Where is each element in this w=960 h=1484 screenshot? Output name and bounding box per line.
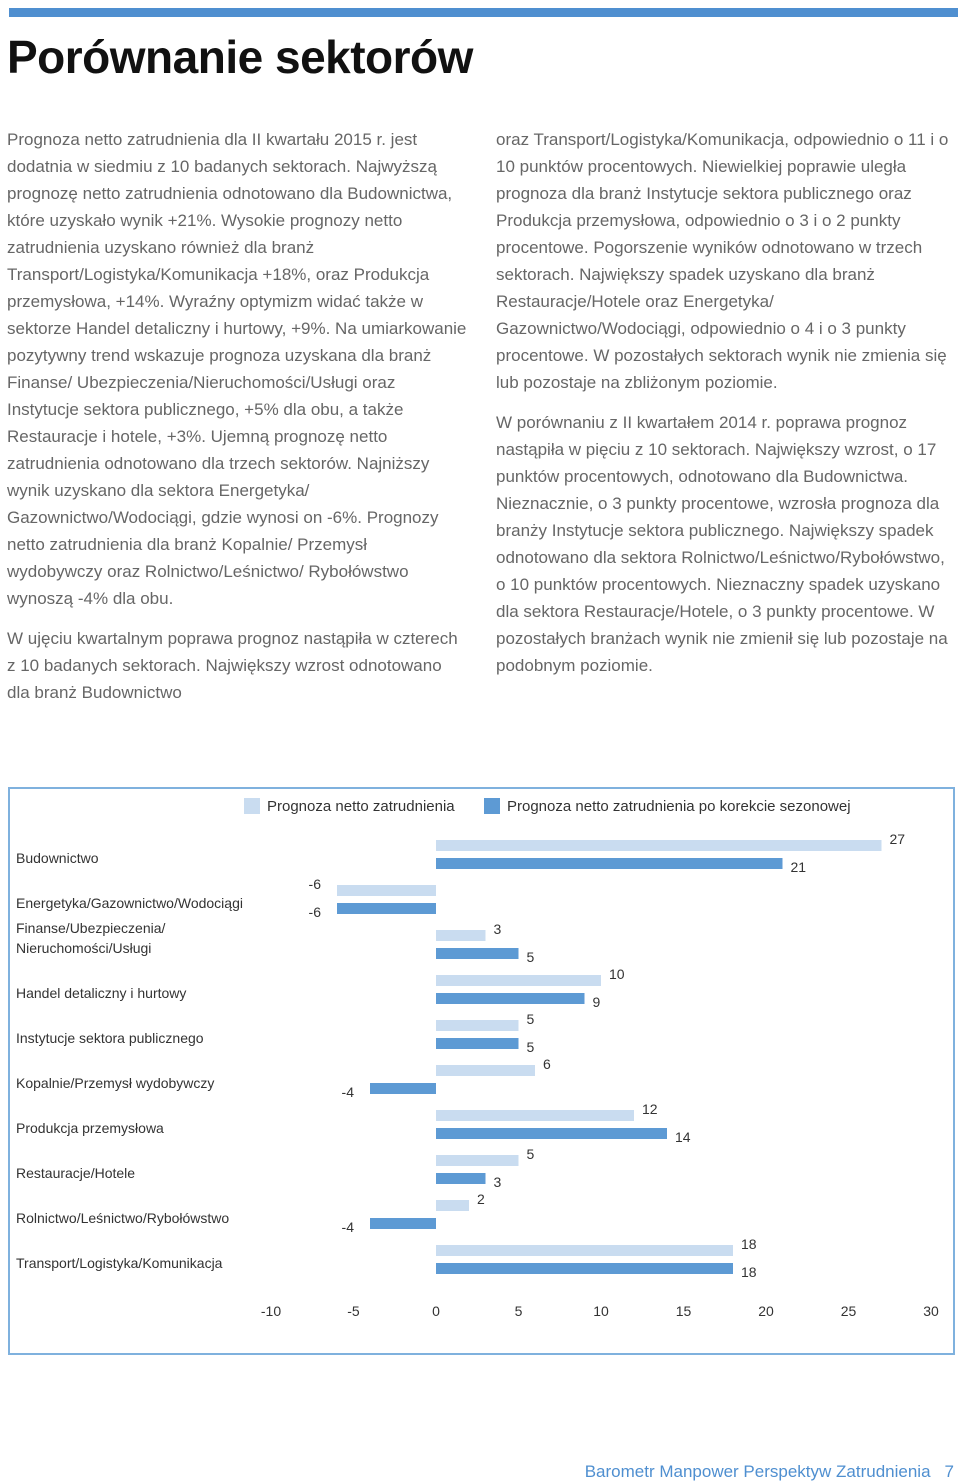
bar-forecast — [436, 1110, 634, 1121]
category-label-line: Energetyka/Gazownictwo/Wodociągi — [16, 895, 243, 911]
data-label-forecast: 5 — [526, 1146, 535, 1162]
category-label-line: Transport/Logistyka/Komunikacja — [16, 1255, 223, 1271]
data-label-forecast: 12 — [642, 1101, 658, 1117]
data-label-seasonal: 9 — [592, 994, 601, 1010]
category-label-line: Produkcja przemysłowa — [16, 1120, 164, 1136]
bar-forecast — [436, 1200, 469, 1211]
bar-forecast — [436, 1020, 519, 1031]
bar-forecast — [337, 885, 436, 896]
x-tick-label: 0 — [432, 1303, 440, 1319]
x-tick-label: 10 — [593, 1303, 609, 1319]
bar-forecast — [436, 1245, 733, 1256]
category-label — [16, 1030, 204, 1046]
bar-seasonal — [370, 1083, 436, 1094]
bar-forecast — [436, 840, 882, 851]
data-label-forecast: 5 — [526, 1011, 535, 1027]
x-tick-label: 20 — [758, 1303, 774, 1319]
data-label-forecast: 18 — [741, 1236, 757, 1252]
bar-seasonal — [370, 1218, 436, 1229]
bar-forecast — [436, 930, 486, 941]
bar-seasonal — [436, 993, 585, 1004]
data-label-forecast: 6 — [543, 1056, 551, 1072]
legend-label-forecast: Prognoza netto zatrudnienia — [267, 798, 455, 815]
category-label-line: Budownictwo — [16, 850, 99, 866]
x-tick-label: 15 — [675, 1303, 692, 1319]
data-label-seasonal: -4 — [341, 1084, 354, 1100]
bar-seasonal — [436, 1263, 733, 1274]
page-number: 7 — [944, 1462, 954, 1481]
right-paragraph-1: oraz Transport/Logistyka/Komunikacja, odpowiednio o 11 i o 10 punktów procentowych. Niewielkiej poprawie uległa prognoza dla branż Instytucje sektora publicznego oraz Produkcja przemysłowa, odpowiednio o 3 i o 2 punkty procentowe. Pogorszenie wyników odnotowano w trzech sektorach. Największy spadek uzyskano dla branż Restauracje/Hotele oraz Energetyka/ Gazownictwo/Wodociągi, odpowiednio o 4 i o 3 punkty procentowe. W pozostałych sektorach wynik nie zmienia się lub pozostaje na zbliżonym poziomie. — [496, 130, 949, 392]
data-label-forecast: 2 — [477, 1191, 485, 1207]
footer — [585, 1462, 954, 1482]
bar-seasonal — [436, 858, 783, 869]
data-label-seasonal: 21 — [790, 859, 807, 875]
footer-title: Barometr Manpower Perspektyw Zatrudnienia — [584, 1462, 931, 1481]
category-label — [16, 1165, 135, 1181]
data-label-seasonal: 3 — [493, 1174, 502, 1190]
x-tick-label: 5 — [514, 1303, 523, 1319]
category-label-line: Handel detaliczny i hurtowy — [16, 985, 187, 1001]
category-label-line: Restauracje/Hotele — [16, 1165, 136, 1181]
category-label — [16, 1075, 214, 1091]
category-label — [16, 985, 186, 1001]
category-label — [16, 1120, 164, 1136]
category-label — [16, 1210, 229, 1226]
legend-label-seasonal: Prognoza netto zatrudnienia po korekcie sezonowej — [507, 798, 851, 815]
data-label-seasonal: 18 — [741, 1264, 757, 1280]
data-label-seasonal: 5 — [526, 1039, 535, 1055]
category-label-line: Nieruchomości/Usługi — [16, 940, 152, 956]
right-paragraph-2: W porównaniu z II kwartałem 2014 r. poprawa prognoz nastąpiła w pięciu z 10 sektorach. Największy wzrost, o 17 punktów procentowych, odnotowano dla Budownictwa. Nieznacznie, o 3 punkty procentowe, wzrosła prognoza dla branży Instytucje sektora publicznego. Największy spadek odnotowano dla sektora Rolnictwo/Leśnictwo/Rybołówstwo, o 10 punktów procentowych. Nieznaczny spadek uzyskano dla sektora Restauracje/Hotele, o 3 punkty procentowe. W pozostałych branżach wynik nie zmienił się lub pozostaje na podobnym poziomie. — [496, 413, 948, 675]
bar-forecast — [436, 1065, 535, 1076]
category-label-line: Rolnictwo/Leśnictwo/Rybołówstwo — [16, 1210, 230, 1226]
x-tick-label: -5 — [347, 1303, 360, 1319]
bar-seasonal — [436, 948, 519, 959]
bar-seasonal — [436, 1128, 667, 1139]
data-label-seasonal: -4 — [341, 1219, 354, 1235]
data-label-forecast: 3 — [493, 921, 502, 937]
x-tick-label: 30 — [923, 1303, 939, 1319]
category-label-line: Kopalnie/Przemysł wydobywczy — [16, 1075, 215, 1091]
bar-seasonal — [436, 1038, 519, 1049]
bar-seasonal — [436, 1173, 486, 1184]
left-paragraph-2: W ujęciu kwartalnym poprawa prognoz nastąpiła w czterech z 10 badanych sektorach. Największy wzrost odnotowano dla branż Budownictwo — [7, 629, 458, 702]
bar-forecast — [436, 975, 601, 986]
category-label — [16, 895, 243, 911]
category-label — [16, 1255, 223, 1271]
data-label-seasonal: 14 — [675, 1129, 691, 1145]
data-label-seasonal: 5 — [526, 949, 535, 965]
category-label-line: Instytucje sektora publicznego — [16, 1030, 204, 1046]
category-label — [16, 920, 166, 956]
x-tick-label: -10 — [260, 1303, 282, 1319]
data-label-forecast: 10 — [609, 966, 625, 982]
x-tick-label: 25 — [840, 1303, 857, 1319]
page-title: Porównanie sektorów — [7, 31, 473, 83]
data-label-seasonal: -6 — [308, 904, 321, 920]
data-label-forecast: 27 — [889, 831, 906, 847]
left-paragraph-1: Prognoza netto zatrudnienia dla II kwartału 2015 r. jest dodatnia w siedmiu z 10 badanych sektorach. Najwyższą prognozę netto zatrudnienia odnotowano dla Budownictwa, które uzyskało wynik +21%. Wysokie prognozy netto zatrudnienia uzyskano również dla branż Transport/Logistyka/Komunikacja +18%, oraz Produkcja przemysłowa, +14%. Wyraźny optymizm widać także w sektorze Handel detaliczny i hurtowy, +9%. Na umiarkowanie pozytywny trend wskazuje prognoza uzyskana dla branż Finanse/ Ubezpieczenia/Nieruchomości/Usługi oraz Instytucje sektora publicznego, +5% dla obu, a także Restauracje i hotele, +3%. Ujemną prognozę netto zatrudnienia odnotowano dla trzech sektorów. Najniższy wynik uzyskano dla sektora Energetyka/ Gazownictwo/Wodociągi, gdzie wynosi on -6%. Prognozy netto zatrudnienia dla branż Kopalnie/ Przemysł wydobywczy oraz Rolnictwo/Leśnictwo/ Rybołówstwo wynoszą -4% dla obu. — [7, 130, 467, 608]
category-label-line: Finanse/Ubezpieczenia/ — [16, 920, 166, 936]
bar-seasonal — [337, 903, 436, 914]
bar-forecast — [436, 1155, 519, 1166]
category-label — [16, 850, 99, 866]
data-label-forecast: -6 — [308, 876, 321, 892]
